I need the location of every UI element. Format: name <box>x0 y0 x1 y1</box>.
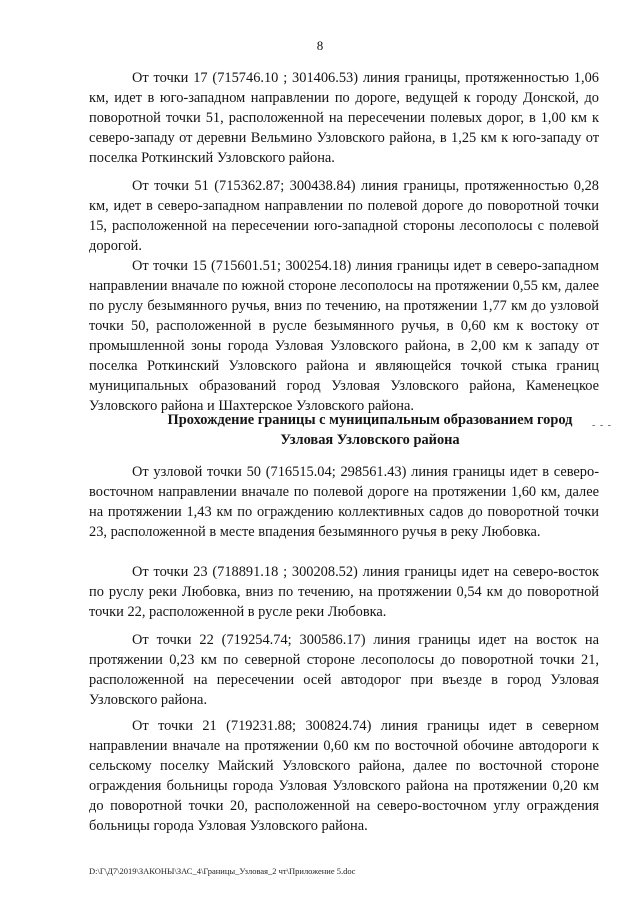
paragraph-point-15: От точки 15 (715601.51; 300254.18) линия границы идет в северо-западном направлении вначале по южной стороне лесополосы на протяжении 0,55 км, далее по руслу безымянного ручья, вниз по течению, на протяжении 1,77 км до узловой точки 50, расположенной в русле безымянного ручья, в 0,60 км к востоку от промышленной зоны города Узловая Узловского района, в 2,00 км к западу от поселка Роткинский Узловского района и являющейся точкой стыка границ муниципальных образований город Узловая Узловского района, Каменецкое Узловского района и Шахтерское Узловского района. <box>89 258 599 414</box>
margin-mark: - - - <box>592 420 612 431</box>
page-number: 8 <box>316 38 324 53</box>
footer-file-path: D:\Г\Д7\2019\ЗАКОНЫ\ЗАС_4\Границы_Узловая_2 чт\Приложение 5.doc <box>89 866 356 876</box>
paragraph-point-50: От узловой точки 50 (716515.04; 298561.43) линия границы идет в северо-восточном направлении вначале по полевой дороге на протяжении 1,60 км, далее на протяжении 1,43 км по ограждению коллективных садов до поворотной точки 23, расположенной в месте впадения безымянного ручья в реку Любовка. <box>89 464 599 540</box>
paragraph-point-23: От точки 23 (718891.18 ; 300208.52) линия границы идет на северо-восток по руслу реки Любовка, вниз по течению, на протяжении 0,54 км до поворотной точки 22, расположенной в русле реки Любовка. <box>89 564 599 620</box>
section-heading: Прохождение границы с муниципальным образованием город Узловая Узловского района <box>167 412 573 448</box>
paragraph-point-22: От точки 22 (719254.74; 300586.17) линия границы идет на восток на протяжении 0,23 км по северной стороне лесополосы до поворотной точки 21, расположенной на пересечении осей автодорог при въезде в город Узловая Узловского района. <box>89 632 599 708</box>
paragraph-point-21: От точки 21 (719231.88; 300824.74) линия границы идет в северном направлении вначале на протяжении 0,60 км по восточной обочине автодороги к сельскому поселку Майский Узловского района, далее по восточной стороне ограждения больницы города Узловая Узловского района на протяжении 0,20 км до поворотной точки 20, расположенной на северо-восточном углу ограждения больницы города Узловая Узловского района. <box>89 718 599 834</box>
paragraph-point-17: От точки 17 (715746.10 ; 301406.53) линия границы, протяженностью 1,06 км, идет в юго-западном направлении по дороге, ведущей к городу Донской, до поворотной точки 51, расположенной на пересечении полевых дорог, в 1,00 км к северо-западу от деревни Вельмино Узловского района, в 1,25 км к юго-западу от поселка Роткинский Узловского района. <box>89 70 599 166</box>
paragraph-point-51: От точки 51 (715362.87; 300438.84) линия границы, протяженностью 0,28 км, идет в северо-западном направлении по полевой дороге до поворотной точки 15, расположенной на пересечении юго-западной стороны лесополосы с полевой дорогой. <box>89 178 599 254</box>
